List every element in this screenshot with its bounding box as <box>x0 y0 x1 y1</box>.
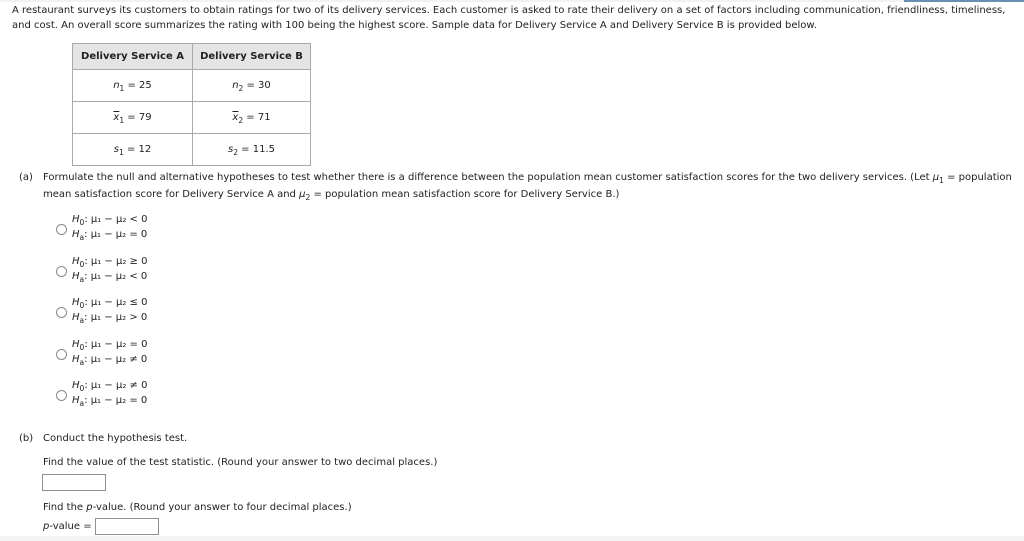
h0-statement: $H_0$: μ₁ − μ₂ ≠ 0 <box>72 380 148 393</box>
pvalue-label: p-value = <box>43 521 92 532</box>
header-service-a: Delivery Service A <box>73 44 193 70</box>
n2-cell: $n_2 = 30$ <box>193 70 311 102</box>
radio-button[interactable] <box>56 349 67 360</box>
ha-statement: $H_a$: μ₁ − μ₂ ≠ 0 <box>72 354 148 367</box>
h0-statement: $H_0$: μ₁ − μ₂ < 0 <box>72 214 148 227</box>
pvalue-input[interactable] <box>95 518 159 535</box>
part-a-question-line1: Formulate the null and alternative hypotheses to test whether there is a difference between the population mean customer satisfaction scores for the two delivery services. (Let $\mu_1$ = population <box>43 172 1012 185</box>
part-a-label: (a) <box>19 172 33 183</box>
n1-cell: $n_1 = 25$ <box>73 70 193 102</box>
part-a-question-line2: mean satisfaction score for Delivery Service A and $\mu_2$ = population mean satisfaction score for Delivery Service B.) <box>43 189 620 202</box>
ha-statement: $H_a$: μ₁ − μ₂ < 0 <box>72 271 148 284</box>
bottom-border <box>0 536 1024 541</box>
sample-data-table <box>72 43 311 166</box>
top-border <box>0 0 1024 2</box>
test-statistic-prompt: Find the value of the test statistic. (Round your answer to two decimal places.) <box>43 457 438 468</box>
table-row <box>73 70 311 102</box>
xbar1-cell: $\overline{x}_1 = 79$ <box>73 102 193 134</box>
h0-statement: $H_0$: μ₁ − μ₂ = 0 <box>72 339 148 352</box>
h0-statement: $H_0$: μ₁ − μ₂ ≤ 0 <box>72 297 148 310</box>
xbar2-cell: $\overline{x}_2 = 71$ <box>193 102 311 134</box>
ha-statement: $H_a$: μ₁ − μ₂ = 0 <box>72 395 148 408</box>
ha-statement: $H_a$: μ₁ − μ₂ = 0 <box>72 229 148 242</box>
pvalue-prompt: Find the p-value. (Round your answer to four decimal places.) <box>43 502 352 513</box>
ha-statement: $H_a$: μ₁ − μ₂ > 0 <box>72 312 148 325</box>
h0-statement: $H_0$: μ₁ − μ₂ ≥ 0 <box>72 256 148 269</box>
radio-button[interactable] <box>56 266 67 277</box>
radio-button[interactable] <box>56 307 67 318</box>
s2-cell: $s_2 = 11.5$ <box>193 134 311 166</box>
radio-button[interactable] <box>56 224 67 235</box>
table-row <box>73 102 311 134</box>
top-border-accent <box>904 0 1024 2</box>
part-b-title: Conduct the hypothesis test. <box>43 433 188 444</box>
part-b-label: (b) <box>19 433 34 444</box>
table-header-row <box>73 44 311 70</box>
radio-button[interactable] <box>56 390 67 401</box>
test-statistic-input[interactable] <box>42 474 106 491</box>
problem-intro: A restaurant surveys its customers to obtain ratings for two of its delivery services. Each customer is asked to rate their delivery on a set of factors including communication, friendliness, timeliness, and cost. An overall score summarizes the rating with 100 being the highest score. Sample data for Delivery Service A and Delivery Service B is provided below. <box>12 5 1006 31</box>
header-service-b: Delivery Service B <box>193 44 311 70</box>
table-row <box>73 134 311 166</box>
s1-cell: $s_1 = 12$ <box>73 134 193 166</box>
